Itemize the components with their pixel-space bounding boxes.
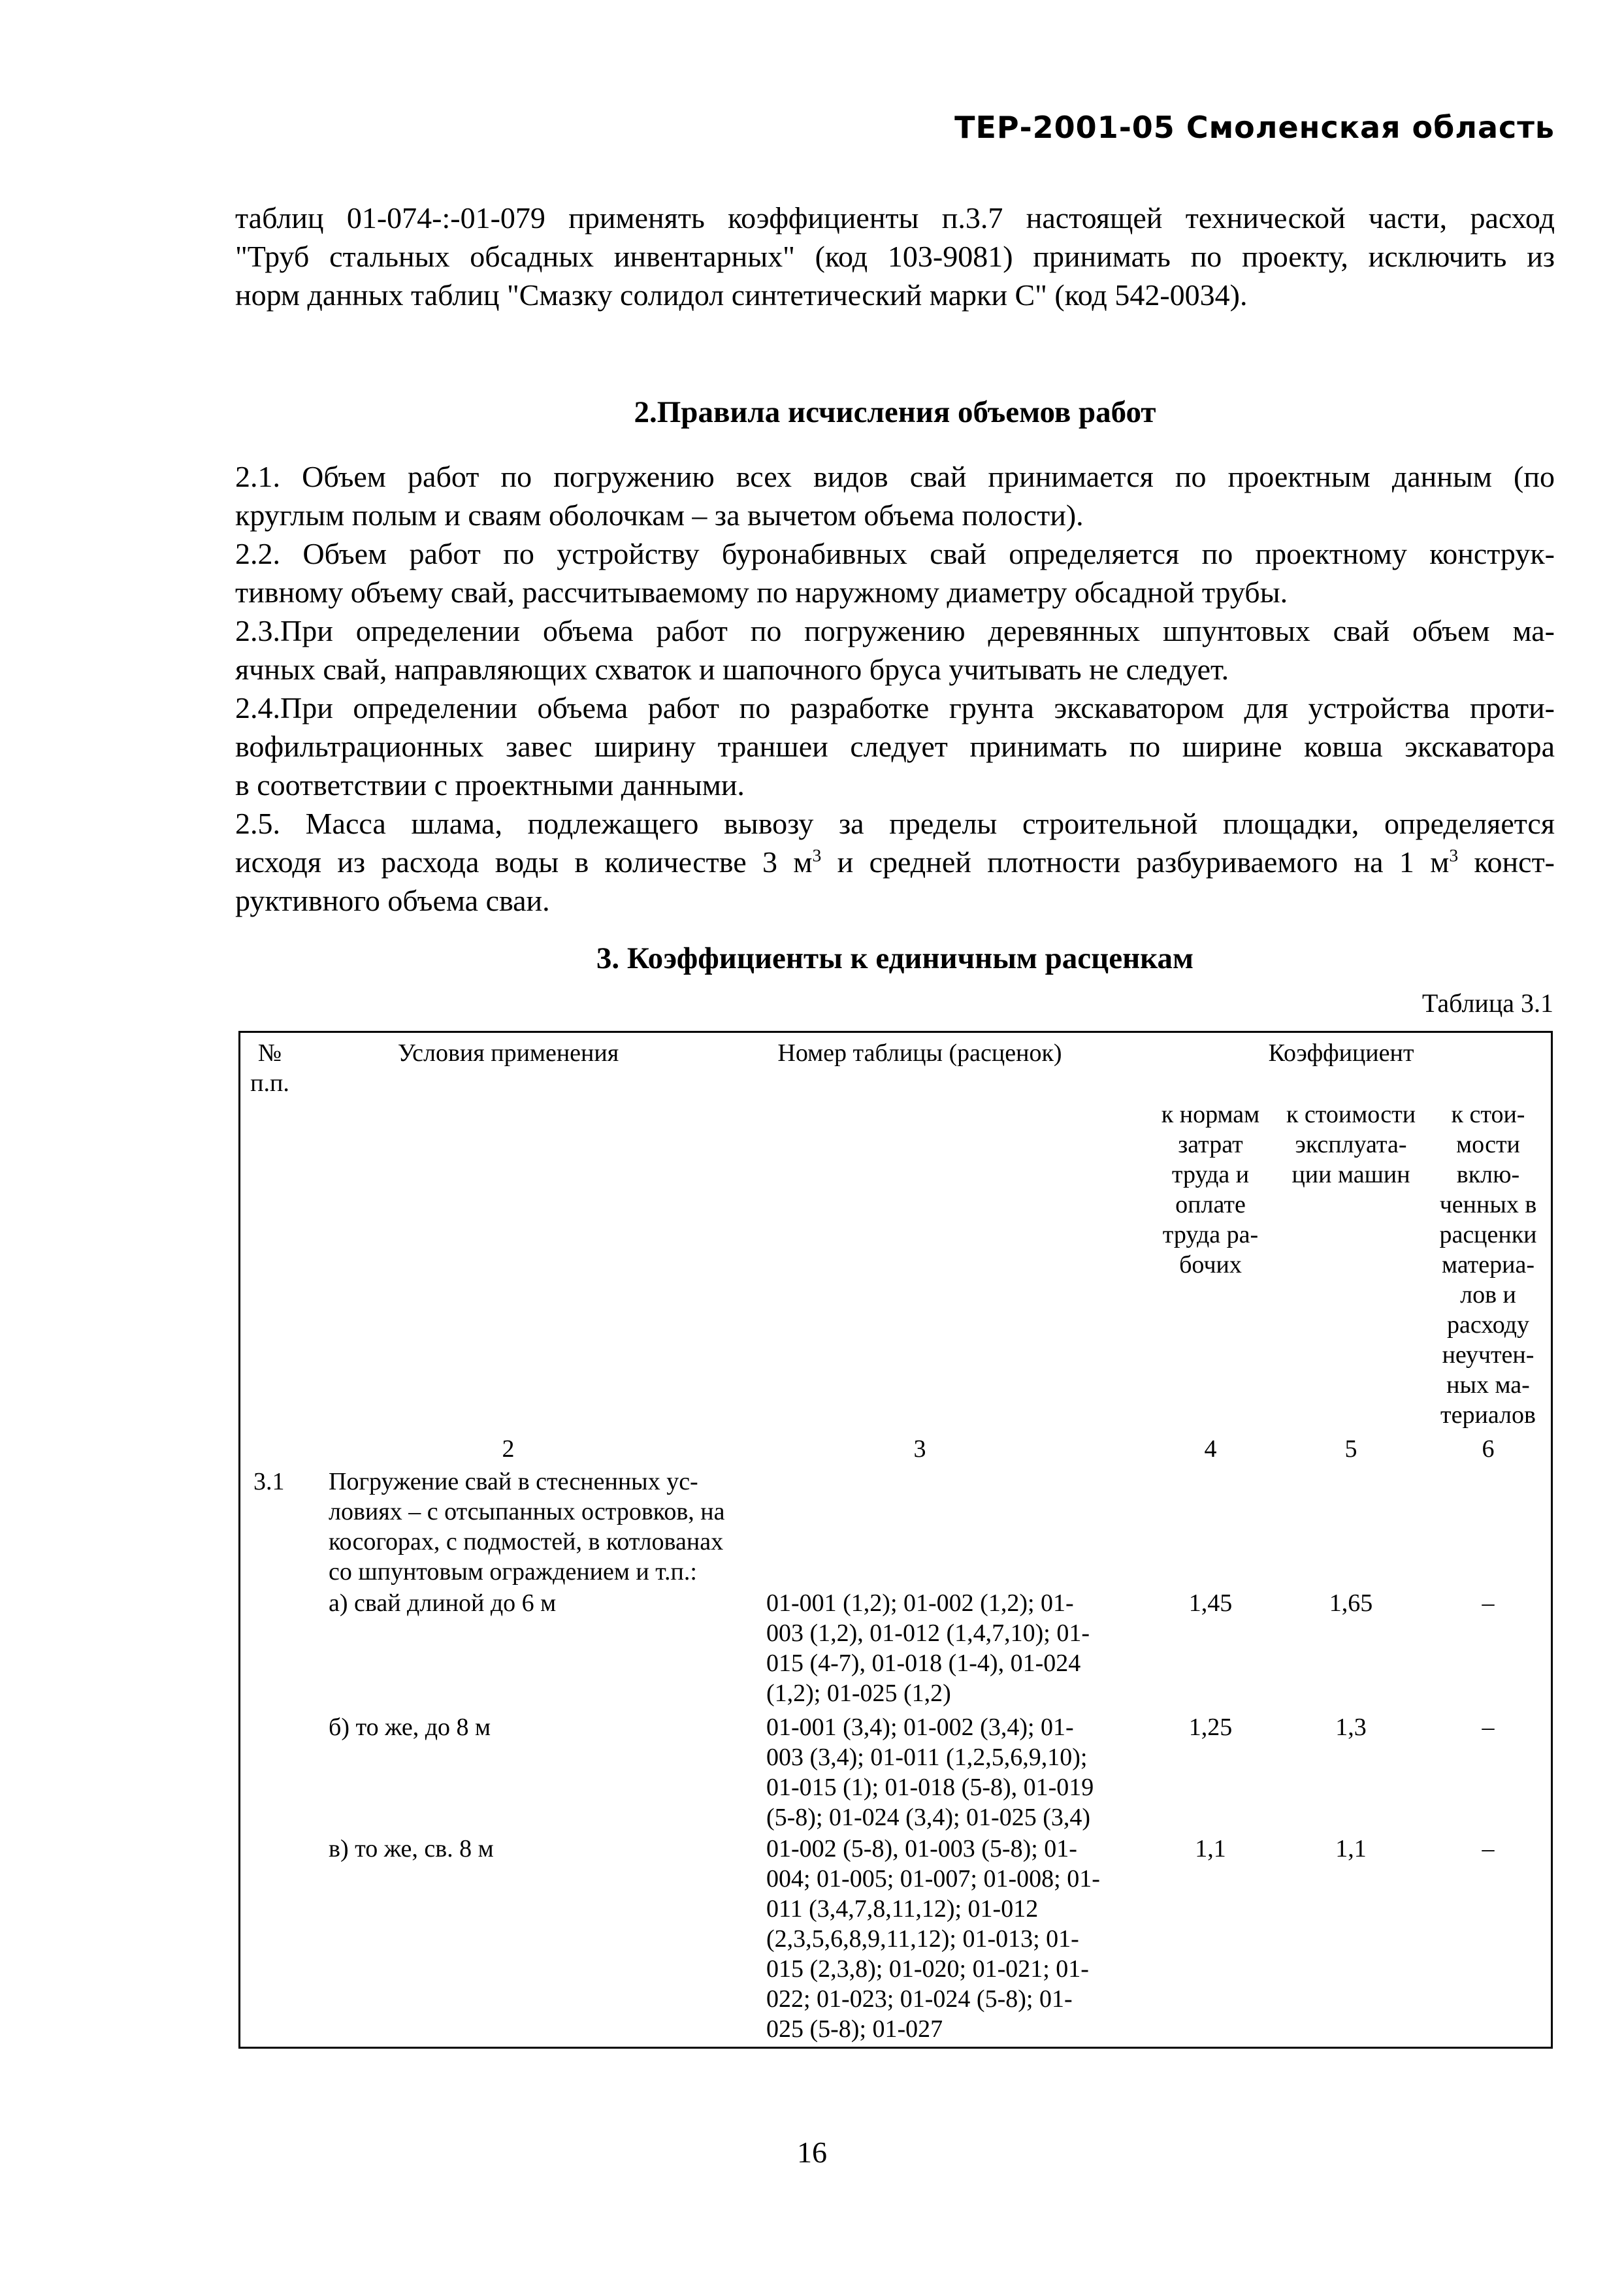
header-col5 [1279,1099,1423,1190]
c-t1: 01-002 (5-8), 01-003 (5-8); 01- [766,1835,1077,1862]
header-num-symbol: № [257,1039,282,1067]
c5-l3: ции машин [1291,1161,1410,1188]
coefficients-table [238,1031,1553,2049]
col-number-2: 2 [502,1435,515,1463]
header-coefficient: Коэффициент [1268,1039,1414,1067]
c-t3: 011 (3,4,7,8,11,12); 01-012 [766,1895,1039,1923]
header-num [240,1038,299,1098]
header-conditions: Условия применения [397,1039,619,1067]
c6-l1: к стои- [1451,1101,1525,1128]
a-t3: 015 (4-7), 01-018 (1-4), 01-024 [766,1650,1081,1677]
superscript-3b: 3 [1449,845,1459,866]
s2-line-10: 2.5. Масса шлама, подлежащего вывозу за пределы строительной площадки, определяется [235,807,1555,840]
c6-l6: материа- [1442,1251,1535,1278]
subrow-b-label: б) то же, до 8 м [329,1714,491,1741]
c6-l5: расценки [1439,1221,1537,1248]
c4-l3: труда и [1171,1161,1250,1188]
intro-line-2: "Труб стальных обсадных инвентарных" (код 103-9081) принимать по проекту, исключить из [235,240,1555,273]
col-number-6: 6 [1482,1435,1495,1463]
intro-line-3: норм данных таблиц "Смазку солидол синтетический марки С" (код 542-0034). [235,278,1248,312]
c6-l9: неучтен- [1442,1341,1535,1369]
b-t4: (5-8); 01-024 (3,4); 01-025 (3,4) [766,1804,1091,1831]
subrow-a-label: а) свай длиной до 6 м [329,1589,557,1617]
table-caption: Таблица 3.1 [1421,988,1553,1018]
col-number-3: 3 [913,1435,926,1463]
subrow-b-tables [766,1712,1132,1832]
c-t6: 022; 01-023; 01-024 (5-8); 01- [766,1985,1073,2013]
a-t1: 01-001 (1,2); 01-002 (1,2); 01- [766,1589,1074,1617]
subrow-c-k4: 1,1 [1195,1835,1226,1862]
s2-line-11c: конст- [1474,845,1555,879]
subrow-c-k5: 1,1 [1335,1835,1367,1862]
row-title [329,1467,734,1587]
c6-l10: ных ма- [1446,1371,1530,1399]
s2-line-11a: исходя из расхода воды в количестве 3 м [235,845,813,879]
s2-line-12: руктивного объема сваи. [235,884,550,917]
col-number-4: 4 [1204,1435,1217,1463]
subrow-a-k4: 1,45 [1188,1589,1233,1617]
c4-l1: к нормам [1161,1101,1260,1128]
s2-line-6: ячных свай, направляющих схваток и шапочного бруса учитывать не следует. [235,653,1229,686]
b-t2: 003 (3,4); 01-011 (1,2,5,6,9,10); [766,1744,1088,1771]
row-title-l2: ловиях – с отсыпанных островков, на [329,1498,725,1525]
c5-l1: к стоимости [1286,1101,1416,1128]
c-t5: 015 (2,3,8); 01-020; 01-021; 01- [766,1955,1089,1983]
superscript-3a: 3 [812,845,822,866]
page-number: 16 [797,2136,827,2169]
subrow-a-k5: 1,65 [1329,1589,1373,1617]
c4-l2: затрат [1178,1131,1243,1158]
section-3-title: 3. Коэффициенты к единичным расценкам [596,941,1194,975]
document-header: ТЕР-2001-05 Смоленская область [954,110,1555,145]
s2-line-2: круглым полым и сваям оболочкам – за вычетом объема полости). [235,498,1084,532]
c-t7: 025 (5-8); 01-027 [766,2015,943,2043]
s2-line-4: тивному объему свай, рассчитываемому по наружному диаметру обсадной трубы. [235,576,1288,609]
a-t2: 003 (1,2), 01-012 (1,4,7,10); 01- [766,1619,1090,1647]
header-num-pp: п.п. [250,1069,289,1097]
subrow-b-k4: 1,25 [1188,1714,1233,1741]
c4-l6: бочих [1179,1251,1242,1278]
subrow-b-k5: 1,3 [1335,1714,1367,1741]
c6-l4: ченных в [1439,1191,1537,1218]
section-2-body [235,457,1555,920]
c6-l2: мости [1456,1131,1520,1158]
s2-line-5: 2.3.При определении объема работ по погружению деревянных шпунтовых свай объем ма- [235,614,1555,647]
c6-l11: териалов [1440,1401,1536,1429]
s2-line-11 [235,843,1555,881]
subrow-a-k6: – [1482,1589,1495,1617]
intro-paragraph [235,199,1555,314]
c6-l8: расходу [1446,1311,1530,1339]
subrow-a-tables [766,1588,1132,1708]
header-col6 [1426,1099,1550,1430]
subrow-c-k6: – [1482,1835,1495,1862]
c5-l2: эксплуата- [1295,1131,1407,1158]
c6-l3: вклю- [1456,1161,1520,1188]
row-title-l4: со шпунтовым ограждением и т.п.: [329,1558,697,1586]
header-col4 [1145,1099,1276,1280]
a-t4: (1,2); 01-025 (1,2) [766,1680,951,1707]
col-number-5: 5 [1344,1435,1357,1463]
s2-line-8: вофильтрационных завес ширину траншеи следует принимать по ширине ковша экскаватора [235,730,1555,763]
b-t3: 01-015 (1); 01-018 (5-8), 01-019 [766,1774,1094,1801]
intro-line-1: таблиц 01-074-:-01-079 применять коэффициенты п.3.7 настоящей технической части, расход [235,201,1555,235]
b-t1: 01-001 (3,4); 01-002 (3,4); 01- [766,1714,1074,1741]
row-title-l3: косогорах, с подмостей, в котлованах [329,1528,724,1555]
s2-line-9: в соответствии с проектными данными. [235,768,745,802]
s2-line-11b: и средней плотности разбуриваемого на 1 м [837,845,1450,879]
row-number: 3.1 [253,1468,285,1495]
header-table-number: Номер таблицы (расценок) [777,1039,1062,1067]
s2-line-1: 2.1. Объем работ по погружению всех видов свай принимается по проектным данным (по [235,460,1555,493]
c4-l4: оплате [1175,1191,1246,1218]
section-2-title: 2.Правила исчисления объемов работ [634,395,1156,429]
c-t4: (2,3,5,6,8,9,11,12); 01-013; 01- [766,1925,1079,1953]
c4-l5: труда ра- [1162,1221,1259,1248]
c6-l7: лов и [1460,1281,1516,1309]
s2-line-7: 2.4.При определении объема работ по разработке грунта экскаватором для устройства проти- [235,691,1555,724]
subrow-c-label: в) то же, св. 8 м [329,1835,494,1862]
subrow-c-tables [766,1834,1132,2044]
s2-line-3: 2.2. Объем работ по устройству буронабивных свай определяется по проектному конструк- [235,537,1555,570]
row-title-l1: Погружение свай в стесненных ус- [329,1468,698,1495]
subrow-b-k6: – [1482,1714,1495,1741]
c-t2: 004; 01-005; 01-007; 01-008; 01- [766,1865,1100,1893]
